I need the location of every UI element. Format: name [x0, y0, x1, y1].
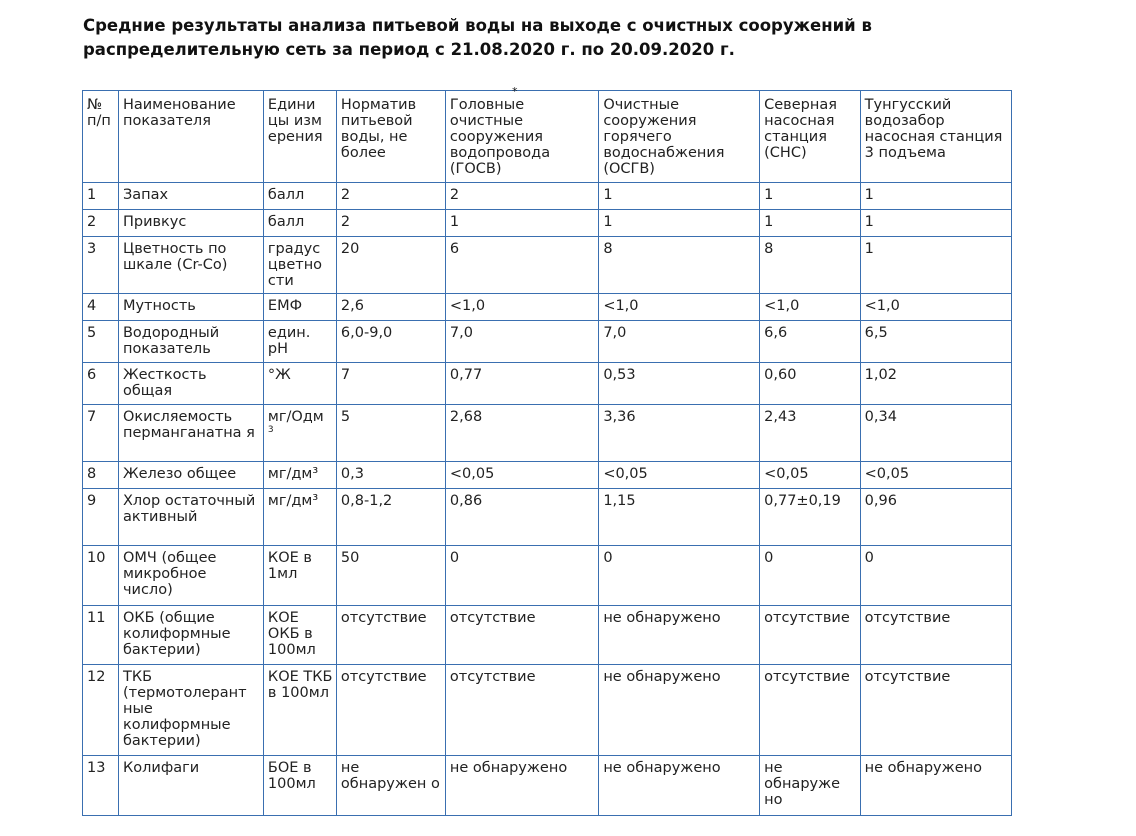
cell-sns-text: <0,05 — [764, 466, 809, 482]
water-analysis-table — [82, 90, 1012, 816]
header-tung: Тунгусский водозабор насосная станция 3 подъема — [860, 91, 1011, 183]
cell-gosv — [445, 462, 598, 489]
cell-tung — [860, 405, 1011, 462]
table-row — [83, 489, 1012, 546]
cell-unit — [263, 546, 336, 606]
cell-norm — [336, 405, 445, 462]
cell-num-text: 2 — [87, 214, 97, 230]
cell-num-text: 13 — [87, 760, 106, 776]
cell-tung — [860, 363, 1011, 405]
cell-norm — [336, 237, 445, 294]
cell-osgv — [599, 210, 760, 237]
cell-norm — [336, 210, 445, 237]
table-row — [83, 183, 1012, 210]
cell-norm-text: не обнаружен о — [340, 760, 440, 792]
cell-unit — [263, 363, 336, 405]
cell-norm-text: 2,6 — [340, 298, 364, 314]
cell-tung — [860, 489, 1011, 546]
cell-tung — [860, 294, 1011, 321]
cell-unit-text: мг/Одм — [267, 409, 324, 425]
header-row — [83, 91, 1012, 183]
cell-tung-text: 1 — [864, 241, 874, 257]
cell-norm — [336, 363, 445, 405]
header-unit: Едини цы изм ерения — [263, 91, 336, 183]
cell-gosv — [445, 294, 598, 321]
cell-osgv-text: <1,0 — [603, 298, 639, 314]
cell-norm-text: 50 — [340, 550, 360, 566]
cell-norm-text: 0,3 — [340, 466, 364, 482]
cell-name — [118, 489, 263, 546]
cell-num — [83, 489, 119, 546]
cell-tung-text: отсутствие — [864, 610, 951, 626]
header-norm — [336, 91, 445, 183]
cell-norm — [336, 546, 445, 606]
cell-gosv-text: 2,68 — [449, 409, 483, 425]
cell-name — [118, 237, 263, 294]
cell-unit-superscript: 3 — [267, 425, 274, 435]
cell-num — [83, 665, 119, 756]
document-title: Средние результаты анализа питьевой воды на выходе с очистных сооружений в распределительную сеть за период с 21.08.2020 г. по 20.09.2020 г. — [83, 16, 872, 59]
cell-gosv — [445, 756, 598, 816]
table-row — [83, 546, 1012, 606]
cell-name — [118, 183, 263, 210]
cell-gosv-text: отсутствие — [449, 669, 536, 685]
cell-name-text: Хлор остаточный активный — [122, 493, 256, 525]
cell-sns — [760, 489, 861, 546]
cell-gosv — [445, 237, 598, 294]
cell-sns-text: 0 — [764, 550, 774, 566]
cell-sns-text: 0,60 — [764, 367, 797, 383]
cell-name-text: Жесткость общая — [122, 367, 207, 399]
cell-gosv — [445, 210, 598, 237]
cell-unit-text: мг/дм³ — [267, 493, 319, 509]
cell-osgv-text: не обнаружено — [603, 610, 721, 626]
cell-sns — [760, 237, 861, 294]
cell-osgv-text: 1 — [603, 187, 613, 203]
cell-name-text: Окисляемость перманганатна я — [122, 409, 255, 441]
cell-norm — [336, 462, 445, 489]
results-table-wrapper — [82, 85, 1012, 816]
cell-tung-text: не обнаружено — [864, 760, 982, 776]
cell-sns — [760, 405, 861, 462]
cell-sns — [760, 363, 861, 405]
cell-num-text: 12 — [87, 669, 106, 685]
cell-tung-text: 0 — [864, 550, 874, 566]
cell-name — [118, 294, 263, 321]
cell-gosv — [445, 489, 598, 546]
cell-name-text: ТКБ (термотолерант ные колиформные бактерии) — [122, 669, 247, 749]
cell-norm — [336, 606, 445, 665]
cell-unit — [263, 756, 336, 816]
cell-gosv — [445, 546, 598, 606]
cell-name-text: Цветность по шкале (Cr-Co) — [122, 241, 228, 273]
cell-sns-text: 6,6 — [764, 325, 788, 341]
cell-unit — [263, 462, 336, 489]
cell-norm-text: 2 — [340, 187, 351, 203]
cell-gosv-text: 7,0 — [449, 325, 473, 341]
cell-num — [83, 210, 119, 237]
cell-sns — [760, 321, 861, 363]
cell-name — [118, 606, 263, 665]
table-row — [83, 665, 1012, 756]
cell-sns-text: не обнаруже но — [764, 760, 841, 808]
cell-osgv — [599, 756, 760, 816]
cell-name — [118, 210, 263, 237]
cell-sns — [760, 294, 861, 321]
cell-norm — [336, 756, 445, 816]
cell-tung — [860, 210, 1011, 237]
cell-tung-text: отсутствие — [864, 669, 951, 685]
cell-num-text: 6 — [87, 367, 97, 383]
cell-sns — [760, 210, 861, 237]
cell-osgv — [599, 363, 760, 405]
cell-osgv-text: 3,36 — [603, 409, 636, 425]
cell-num — [83, 183, 119, 210]
table-row — [83, 405, 1012, 462]
cell-osgv — [599, 321, 760, 363]
cell-sns — [760, 756, 861, 816]
cell-osgv-text: <0,05 — [603, 466, 648, 482]
cell-osgv — [599, 294, 760, 321]
cell-unit — [263, 210, 336, 237]
cell-num-text: 11 — [87, 610, 106, 626]
cell-num — [83, 294, 119, 321]
cell-norm-text: 6,0-9,0 — [340, 325, 393, 341]
cell-tung — [860, 462, 1011, 489]
cell-num — [83, 462, 119, 489]
cell-osgv — [599, 405, 760, 462]
table-row — [83, 210, 1012, 237]
table-row — [83, 756, 1012, 816]
table-row — [83, 237, 1012, 294]
cell-num-text: 10 — [87, 550, 106, 566]
cell-tung-text: 0,96 — [864, 493, 897, 509]
cell-tung — [860, 321, 1011, 363]
cell-norm-text: отсутствие — [340, 610, 427, 626]
cell-unit — [263, 405, 336, 462]
cell-gosv-text: 6 — [449, 241, 460, 257]
cell-gosv-text: 0,77 — [449, 367, 483, 383]
cell-unit-text: °Ж — [267, 367, 291, 383]
cell-unit — [263, 294, 336, 321]
cell-unit — [263, 237, 336, 294]
cell-norm — [336, 321, 445, 363]
cell-name-text: Мутность — [122, 298, 196, 314]
table-body — [83, 183, 1012, 816]
cell-unit-text: БОЕ в 100мл — [267, 760, 316, 792]
cell-num-text: 7 — [87, 409, 97, 425]
cell-osgv — [599, 237, 760, 294]
cell-name-text: Запах — [122, 187, 169, 203]
cell-norm-text: отсутствие — [340, 669, 427, 685]
cell-num — [83, 546, 119, 606]
cell-osgv-text: 1,15 — [603, 493, 636, 509]
cell-num-text: 3 — [87, 241, 97, 257]
cell-gosv — [445, 183, 598, 210]
cell-unit-text: ЕМФ — [267, 298, 303, 314]
cell-num-text: 5 — [87, 325, 97, 341]
cell-gosv — [445, 606, 598, 665]
cell-tung-text: 1 — [864, 187, 874, 203]
cell-osgv — [599, 489, 760, 546]
cell-unit — [263, 489, 336, 546]
cell-tung — [860, 606, 1011, 665]
cell-tung-text: 1 — [864, 214, 874, 230]
cell-name — [118, 546, 263, 606]
cell-tung-text: 6,5 — [864, 325, 888, 341]
cell-gosv-text: 0 — [449, 550, 460, 566]
cell-gosv-text: <1,0 — [449, 298, 486, 314]
cell-sns-text: 1 — [764, 214, 774, 230]
cell-sns-text: отсутствие — [764, 610, 850, 626]
cell-gosv — [445, 405, 598, 462]
cell-sns-text: отсутствие — [764, 669, 850, 685]
cell-unit-text: един. pH — [267, 325, 311, 357]
cell-osgv — [599, 606, 760, 665]
cell-sns — [760, 546, 861, 606]
table-row — [83, 321, 1012, 363]
cell-osgv — [599, 462, 760, 489]
cell-norm — [336, 665, 445, 756]
cell-name — [118, 321, 263, 363]
cell-norm — [336, 294, 445, 321]
cell-norm-text: 5 — [340, 409, 351, 425]
cell-tung — [860, 665, 1011, 756]
cell-num-text: 8 — [87, 466, 97, 482]
cell-osgv-text: 8 — [603, 241, 613, 257]
table-row — [83, 294, 1012, 321]
cell-name — [118, 756, 263, 816]
cell-name-text: Водородный показатель — [122, 325, 220, 357]
cell-gosv-text: <0,05 — [449, 466, 495, 482]
cell-name-text: ОКБ (общие колиформные бактерии) — [122, 610, 231, 658]
cell-name-text: Привкус — [122, 214, 187, 230]
cell-unit-text: балл — [267, 214, 305, 230]
cell-norm-text: 2 — [340, 214, 351, 230]
cell-num-text: 4 — [87, 298, 97, 314]
header-gosv: Головные очистные сооружения водопровода (ГОСВ) — [445, 91, 598, 183]
header-name: Наименование показателя — [118, 91, 263, 183]
cell-sns-text: <1,0 — [764, 298, 800, 314]
cell-osgv-text: 0 — [603, 550, 613, 566]
cell-norm-text: 0,8-1,2 — [340, 493, 393, 509]
cell-gosv-text: отсутствие — [449, 610, 536, 626]
cell-num — [83, 405, 119, 462]
cell-tung — [860, 756, 1011, 816]
table-header — [83, 91, 1012, 183]
cell-tung — [860, 237, 1011, 294]
cell-unit — [263, 321, 336, 363]
cell-norm-text: 20 — [340, 241, 360, 257]
cell-num — [83, 756, 119, 816]
cell-num — [83, 606, 119, 665]
cell-unit — [263, 183, 336, 210]
cell-gosv-text: не обнаружено — [449, 760, 568, 776]
cell-sns-text: 1 — [764, 187, 774, 203]
cell-tung-text: <0,05 — [864, 466, 910, 482]
cell-name-text: ОМЧ (общее микробное число) — [122, 550, 217, 598]
cell-gosv-text: 2 — [449, 187, 460, 203]
cell-sns — [760, 462, 861, 489]
header-num: № п/п — [83, 91, 119, 183]
header-norm-label: Норматив питьевой воды, не более — [340, 97, 417, 161]
cell-sns — [760, 665, 861, 756]
cell-osgv-text: не обнаружено — [603, 669, 721, 685]
cell-sns — [760, 183, 861, 210]
cell-gosv — [445, 363, 598, 405]
cell-norm — [336, 183, 445, 210]
cell-gosv — [445, 665, 598, 756]
cell-num-text: 1 — [87, 187, 97, 203]
cell-osgv — [599, 665, 760, 756]
cell-gosv-text: 1 — [449, 214, 460, 230]
cell-unit-text: мг/дм³ — [267, 466, 319, 482]
cell-gosv-text: 0,86 — [449, 493, 483, 509]
cell-name — [118, 363, 263, 405]
cell-sns-text: 0,77±0,19 — [764, 493, 841, 509]
header-osgv: Очистные сооружения горячего водоснабжения (ОСГВ) — [599, 91, 760, 183]
cell-num — [83, 321, 119, 363]
cell-num — [83, 237, 119, 294]
cell-norm-text: 7 — [340, 367, 351, 383]
header-sns: Северная насосная станция (СНС) — [760, 91, 861, 183]
cell-name-text: Колифаги — [122, 760, 200, 776]
cell-name — [118, 665, 263, 756]
norm-footnote-mark: * — [512, 85, 518, 98]
cell-unit-text: градус цветно сти — [267, 241, 323, 289]
cell-gosv — [445, 321, 598, 363]
cell-osgv — [599, 546, 760, 606]
cell-name — [118, 405, 263, 462]
cell-osgv-text: 1 — [603, 214, 613, 230]
cell-unit-text: КОЕ в 1мл — [267, 550, 312, 582]
cell-unit — [263, 606, 336, 665]
cell-osgv — [599, 183, 760, 210]
cell-sns-text: 2,43 — [764, 409, 797, 425]
cell-num-text: 9 — [87, 493, 97, 509]
cell-num — [83, 363, 119, 405]
cell-unit — [263, 665, 336, 756]
cell-osgv-text: не обнаружено — [603, 760, 721, 776]
cell-tung-text: 0,34 — [864, 409, 897, 425]
cell-tung-text: <1,0 — [864, 298, 900, 314]
cell-norm — [336, 489, 445, 546]
cell-unit-text: балл — [267, 187, 305, 203]
table-row — [83, 363, 1012, 405]
cell-unit-text: КОЕ ТКБ в 100мл — [267, 669, 333, 701]
cell-tung — [860, 546, 1011, 606]
table-row — [83, 606, 1012, 665]
table-row — [83, 462, 1012, 489]
cell-osgv-text: 0,53 — [603, 367, 636, 383]
cell-name — [118, 462, 263, 489]
cell-tung-text: 1,02 — [864, 367, 897, 383]
cell-osgv-text: 7,0 — [603, 325, 627, 341]
cell-unit-text: КОЕ ОКБ в 100мл — [267, 610, 316, 658]
cell-sns-text: 8 — [764, 241, 774, 257]
cell-name-text: Железо общее — [122, 466, 237, 482]
cell-sns — [760, 606, 861, 665]
cell-tung — [860, 183, 1011, 210]
